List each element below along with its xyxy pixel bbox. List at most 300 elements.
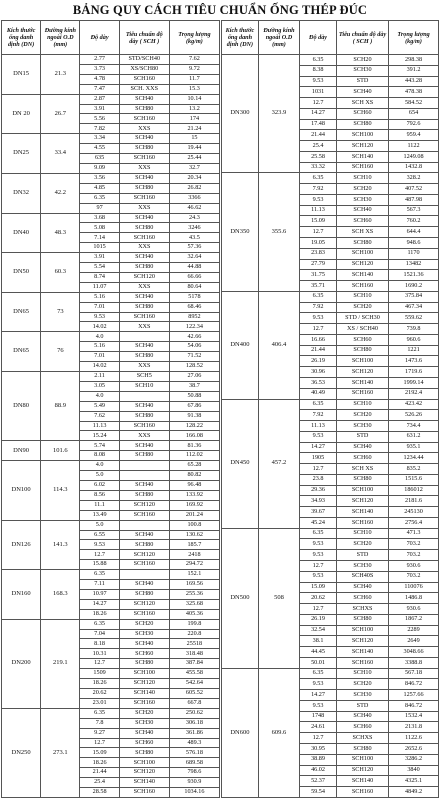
cell-sch: SCH60	[336, 722, 388, 733]
cell-weight: 1521.36	[389, 270, 439, 281]
cell-sch: SCH10	[336, 291, 388, 302]
cell-weight: 2649	[389, 636, 439, 647]
cell-sch: SCH40	[119, 639, 169, 649]
cell-weight: 2131.8	[389, 722, 439, 733]
table-row	[222, 528, 439, 539]
cell-weight: 605.52	[169, 689, 219, 699]
cell-thickness: 5.0	[80, 471, 119, 481]
cell-weight: 1257.66	[389, 690, 439, 701]
cell-weight: 930.6	[389, 560, 439, 571]
cell-thickness: 15.09	[80, 748, 119, 758]
cell-weight: 423.42	[389, 399, 439, 410]
cell-thickness: 3.56	[80, 173, 119, 183]
cell-thickness: 7.04	[80, 629, 119, 639]
cell-dn: DN40	[2, 213, 41, 253]
cell-thickness: 18.26	[80, 758, 119, 768]
cell-thickness: 5.16	[80, 342, 119, 352]
cell-weight: 4849.2	[389, 787, 439, 798]
cell-weight: 245130	[389, 507, 439, 518]
cell-dn: DN600	[222, 668, 259, 797]
cell-od: 114.3	[41, 461, 80, 520]
cell-sch: SCH XS	[336, 227, 388, 238]
cell-sch: SCH100	[336, 248, 388, 259]
header-od: Đường kính ngoài O.D (mm)	[258, 21, 299, 55]
cell-thickness: 18.26	[80, 609, 119, 619]
cell-thickness: 25.4	[80, 778, 119, 788]
cell-weight: 4325.1	[389, 776, 439, 787]
cell-thickness: 6.35	[300, 668, 337, 679]
cell-weight: 2181.6	[389, 496, 439, 507]
cell-weight: 835.2	[389, 464, 439, 475]
table-row	[2, 94, 220, 104]
cell-weight: 96.48	[169, 480, 219, 490]
cell-sch: SCH20	[336, 679, 388, 690]
cell-thickness: 8.18	[80, 639, 119, 649]
cell-sch: XXS	[119, 163, 169, 173]
cell-thickness: 21.44	[80, 768, 119, 778]
table-row	[222, 291, 439, 302]
cell-thickness: 11.13	[80, 421, 119, 431]
cell-weight: 46.62	[169, 203, 219, 213]
cell-sch: SCH. XXS	[119, 84, 169, 94]
header-weight: Trọng lượng (kg/m)	[169, 21, 219, 55]
cell-sch: SCH160	[336, 787, 388, 798]
cell-thickness: 46.02	[300, 765, 337, 776]
cell-weight: 935.1	[389, 442, 439, 453]
cell-weight: 361.86	[169, 728, 219, 738]
cell-thickness: 8.56	[80, 490, 119, 500]
cell-thickness: 26.19	[300, 614, 337, 625]
cell-weight: 80.64	[169, 282, 219, 292]
cell-thickness: 15.24	[80, 431, 119, 441]
cell-thickness: 8.38	[300, 65, 337, 76]
cell-sch: STD	[336, 550, 388, 561]
cell-thickness: 12.7	[300, 733, 337, 744]
cell-weight: 760.2	[389, 216, 439, 227]
cell-sch: SCH80	[119, 144, 169, 154]
cell-thickness: 9.53	[80, 540, 119, 550]
table-row	[2, 520, 220, 530]
cell-sch: SCH80	[119, 490, 169, 500]
cell-thickness: 30.96	[300, 367, 337, 378]
cell-od: 42.2	[41, 173, 80, 213]
cell-weight: 1170	[389, 248, 439, 259]
cell-weight: 68.46	[169, 302, 219, 312]
cell-thickness: 52.37	[300, 776, 337, 787]
cell-dn: DN90	[2, 441, 41, 461]
cell-weight: 318.48	[169, 649, 219, 659]
cell-sch: SCH160	[119, 193, 169, 203]
cell-thickness: 9.53	[300, 679, 337, 690]
cell-sch: STD / SCH30	[336, 313, 388, 324]
cell-thickness: 23.01	[80, 698, 119, 708]
cell-sch: XXS	[119, 431, 169, 441]
cell-sch: SCH40	[119, 253, 169, 263]
cell-sch: SCH60	[336, 453, 388, 464]
cell-thickness: 14.27	[300, 108, 337, 119]
cell-dn: DN200	[2, 619, 41, 708]
cell-weight: 1867.2	[389, 614, 439, 625]
cell-thickness: 11.1	[80, 500, 119, 510]
cell-thickness: 3.68	[80, 213, 119, 223]
table-row	[2, 292, 220, 302]
table-row	[2, 461, 220, 471]
cell-dn: DN160	[2, 570, 41, 620]
cell-sch: SCH40	[119, 173, 169, 183]
cell-sch: SCH20	[336, 539, 388, 550]
cell-sch: SCH80	[336, 744, 388, 755]
cell-sch: SCH10	[336, 173, 388, 184]
cell-dn: DN50	[2, 253, 41, 293]
cell-thickness: 7.01	[80, 302, 119, 312]
cell-thickness: 9.53	[300, 431, 337, 442]
table-row	[222, 55, 439, 66]
cell-thickness: 9.53	[300, 550, 337, 561]
cell-weight: 567.18	[389, 668, 439, 679]
cell-sch: SCH40S	[336, 571, 388, 582]
cell-sch: SCH160	[119, 788, 169, 798]
cell-sch: SCH80	[119, 451, 169, 461]
cell-thickness: 45.24	[300, 517, 337, 528]
cell-dn: DN80	[2, 372, 41, 441]
cell-od: 457.2	[258, 399, 299, 528]
cell-sch: SCH100	[336, 130, 388, 141]
cell-weight: 13.2	[169, 104, 219, 114]
cell-sch: SCH40	[119, 580, 169, 590]
cell-sch: SCH20	[336, 184, 388, 195]
cell-weight: 32.7	[169, 163, 219, 173]
cell-thickness: 10.31	[80, 649, 119, 659]
cell-weight: 298.38	[389, 55, 439, 66]
cell-thickness: 12.7	[300, 98, 337, 109]
cell-weight: 487.98	[389, 194, 439, 205]
cell-thickness: 15.88	[80, 560, 119, 570]
cell-dn: DN65	[2, 292, 41, 332]
cell-sch: STD	[336, 700, 388, 711]
cell-sch: SCH40	[336, 87, 388, 98]
cell-thickness: 6.02	[80, 480, 119, 490]
cell-sch: SCH80	[119, 748, 169, 758]
cell-weight: 15	[169, 134, 219, 144]
cell-sch: SCH60	[119, 738, 169, 748]
cell-weight: 19.44	[169, 144, 219, 154]
cell-sch: SCHXS	[336, 604, 388, 615]
table-row	[2, 708, 220, 718]
cell-sch: SCH120	[119, 768, 169, 778]
cell-sch: SCH120	[119, 679, 169, 689]
cell-sch: SCH160	[336, 388, 388, 399]
cell-sch: SCH20	[119, 708, 169, 718]
table-row	[2, 213, 220, 223]
cell-weight: 26.82	[169, 183, 219, 193]
cell-sch: XXS	[119, 322, 169, 332]
cell-sch: SCH140	[336, 647, 388, 658]
cell-weight: 792.6	[389, 119, 439, 130]
cell-weight: 798.6	[169, 768, 219, 778]
cell-weight: 57.36	[169, 243, 219, 253]
cell-thickness: 3.91	[80, 104, 119, 114]
cell-thickness: 4.0	[80, 391, 119, 401]
cell-thickness: 14.27	[300, 442, 337, 453]
cell-weight: 2418	[169, 550, 219, 560]
cell-weight: 20.34	[169, 173, 219, 183]
cell-weight: 3840	[389, 765, 439, 776]
table-row	[2, 134, 220, 144]
cell-thickness: 6.35	[80, 619, 119, 629]
cell-weight: 391.2	[389, 65, 439, 76]
cell-sch: SCH160	[119, 421, 169, 431]
cell-weight: 24.3	[169, 213, 219, 223]
cell-weight: 9.72	[169, 64, 219, 74]
cell-thickness: 26.19	[300, 356, 337, 367]
cell-weight: 44.88	[169, 263, 219, 273]
cell-weight: 489.3	[169, 738, 219, 748]
cell-sch: SCH40	[336, 711, 388, 722]
cell-sch: SCH160	[119, 698, 169, 708]
table-row	[2, 173, 220, 183]
cell-weight: 3246	[169, 223, 219, 233]
cell-sch: SCH80	[119, 183, 169, 193]
cell-sch: SCH160	[119, 114, 169, 124]
cell-sch: XXS	[119, 203, 169, 213]
cell-weight: 186012	[389, 485, 439, 496]
cell-thickness: 7.14	[80, 233, 119, 243]
cell-thickness: 59.54	[300, 787, 337, 798]
cell-thickness: 25.4	[300, 141, 337, 152]
cell-sch: SCH10	[336, 528, 388, 539]
cell-weight: 166.08	[169, 431, 219, 441]
cell-thickness: 12.7	[80, 738, 119, 748]
cell-thickness: 40.49	[300, 388, 337, 399]
cell-sch: SCH120	[336, 636, 388, 647]
cell-thickness: 7.11	[80, 580, 119, 590]
cell-thickness: 11.07	[80, 282, 119, 292]
cell-sch: SCH160	[119, 74, 169, 84]
cell-thickness: 6.35	[300, 528, 337, 539]
cell-weight: 526.26	[389, 410, 439, 421]
cell-thickness: 4.55	[80, 144, 119, 154]
cell-thickness: 4.78	[80, 74, 119, 84]
cell-dn: DN250	[2, 708, 41, 797]
cell-thickness: 19.05	[300, 238, 337, 249]
cell-weight: 130.62	[169, 530, 219, 540]
cell-weight: 471.3	[389, 528, 439, 539]
cell-sch: SCH5	[119, 372, 169, 382]
cell-weight: 13482	[389, 259, 439, 270]
cell-sch: SCH100	[336, 485, 388, 496]
cell-sch: SCH40	[336, 205, 388, 216]
cell-weight: 567.3	[389, 205, 439, 216]
cell-weight: 21.24	[169, 124, 219, 134]
cell-weight: 42.66	[169, 332, 219, 342]
cell-od: 219.1	[41, 619, 80, 708]
cell-thickness: 36.53	[300, 377, 337, 388]
cell-weight: 174	[169, 114, 219, 124]
cell-weight: 1432.8	[389, 162, 439, 173]
cell-weight: 10.14	[169, 94, 219, 104]
cell-sch: SCH80	[119, 589, 169, 599]
cell-thickness: 44.45	[300, 647, 337, 658]
cell-sch: SCH160	[336, 657, 388, 668]
cell-weight: 71.52	[169, 352, 219, 362]
cell-dn: DN400	[222, 291, 259, 399]
cell-weight: 1034.16	[169, 788, 219, 798]
cell-thickness: 23.83	[300, 248, 337, 259]
cell-sch: SCH100	[119, 758, 169, 768]
cell-weight: 328.2	[389, 173, 439, 184]
cell-sch: SCH60	[336, 216, 388, 227]
cell-weight: 255.36	[169, 589, 219, 599]
cell-sch: SCH120	[119, 500, 169, 510]
cell-thickness: 7.92	[300, 302, 337, 313]
cell-sch: SCH40	[119, 292, 169, 302]
cell-thickness: 14.02	[80, 322, 119, 332]
cell-thickness: 9.53	[300, 539, 337, 550]
cell-thickness: 25.58	[300, 151, 337, 162]
cell-thickness: 3.34	[80, 134, 119, 144]
cell-thickness: 11.13	[300, 421, 337, 432]
cell-thickness: 7.92	[300, 410, 337, 421]
cell-sch: SCH40	[336, 442, 388, 453]
cell-sch: SCH10	[119, 381, 169, 391]
cell-sch: SCH30	[336, 421, 388, 432]
cell-weight: 38.7	[169, 381, 219, 391]
cell-thickness: 5.54	[80, 263, 119, 273]
cell-sch: SCH160	[336, 281, 388, 292]
spec-table-left	[1, 20, 220, 798]
cell-sch: SCH40	[119, 213, 169, 223]
cell-od: 406.4	[258, 291, 299, 399]
cell-sch: SCH80	[119, 104, 169, 114]
cell-od: 101.6	[41, 441, 80, 461]
cell-sch	[119, 520, 169, 530]
cell-weight: 27.06	[169, 372, 219, 382]
header-thickness: Độ dày	[300, 21, 337, 55]
cell-sch: SCH30	[336, 560, 388, 571]
header-thickness: Độ dày	[80, 21, 119, 55]
cell-weight: 387.84	[169, 659, 219, 669]
cell-od: 76	[41, 332, 80, 372]
cell-sch: SCH140	[119, 689, 169, 699]
cell-thickness: 31.75	[300, 270, 337, 281]
cell-sch: SCH80	[119, 263, 169, 273]
cell-weight: 1690.2	[389, 281, 439, 292]
cell-sch: XS / SCH40	[336, 324, 388, 335]
cell-thickness: 8.74	[80, 272, 119, 282]
cell-weight: 3048.66	[389, 647, 439, 658]
cell-thickness: 13.49	[80, 510, 119, 520]
cell-weight: 1122.6	[389, 733, 439, 744]
table-header-row	[222, 21, 439, 55]
cell-thickness: 7.62	[80, 411, 119, 421]
cell-thickness: 9.53	[300, 76, 337, 87]
cell-sch: SCH120	[119, 272, 169, 282]
cell-sch: SCH80	[119, 223, 169, 233]
cell-weight: 325.68	[169, 599, 219, 609]
left-table-panel	[1, 20, 220, 798]
cell-dn: DN450	[222, 399, 259, 528]
cell-thickness: 20.62	[80, 689, 119, 699]
cell-dn: DN 20	[2, 94, 41, 134]
cell-weight: 948.6	[389, 238, 439, 249]
cell-weight: 703.2	[389, 550, 439, 561]
cell-sch: SCH60	[336, 108, 388, 119]
cell-thickness: 38.1	[300, 636, 337, 647]
cell-weight: 133.92	[169, 490, 219, 500]
cell-sch: SCH80	[119, 302, 169, 312]
cell-sch: SCH80	[119, 540, 169, 550]
cell-sch: SCH30	[336, 690, 388, 701]
cell-weight: 846.72	[389, 679, 439, 690]
cell-weight: 185.7	[169, 540, 219, 550]
cell-thickness: 12.7	[300, 464, 337, 475]
cell-thickness: 30.95	[300, 744, 337, 755]
cell-thickness: 15.09	[300, 582, 337, 593]
cell-weight: 152.1	[169, 570, 219, 580]
cell-thickness: 9.27	[80, 728, 119, 738]
cell-weight: 1719.6	[389, 367, 439, 378]
cell-od: 355.6	[258, 173, 299, 291]
cell-thickness: 12.7	[300, 227, 337, 238]
table-row	[2, 55, 220, 65]
cell-thickness: 24.61	[300, 722, 337, 733]
cell-sch: SCH60	[336, 334, 388, 345]
cell-sch: SCH120	[336, 765, 388, 776]
cell-dn: DN126	[2, 520, 41, 570]
cell-sch: SCH120	[336, 496, 388, 507]
header-sch: Tiêu chuẩn độ dày ( SCH )	[336, 21, 388, 55]
cell-thickness: 35.71	[300, 281, 337, 292]
cell-sch: SCH80	[336, 474, 388, 485]
cell-weight: 375.84	[389, 291, 439, 302]
cell-thickness: 2.77	[80, 55, 119, 65]
cell-thickness: 29.36	[300, 485, 337, 496]
table-row	[2, 332, 220, 342]
cell-sch: STD	[336, 76, 388, 87]
cell-thickness: 6.35	[300, 55, 337, 66]
cell-od: 609.6	[258, 668, 299, 797]
cell-sch: SCH80	[119, 411, 169, 421]
cell-weight: 703.2	[389, 571, 439, 582]
cell-thickness: 10.97	[80, 589, 119, 599]
cell-thickness: 21.44	[300, 130, 337, 141]
cell-weight: 654	[389, 108, 439, 119]
right-table-panel	[221, 20, 439, 798]
table-row	[2, 619, 220, 629]
cell-weight: 199.8	[169, 619, 219, 629]
cell-weight: 250.62	[169, 708, 219, 718]
cell-weight: 81.36	[169, 441, 219, 451]
cell-sch: SCH100	[119, 669, 169, 679]
cell-sch: SCH40	[119, 480, 169, 490]
cell-weight: 100.8	[169, 520, 219, 530]
cell-thickness: 11.13	[300, 205, 337, 216]
cell-weight: 3388.8	[389, 657, 439, 668]
cell-dn: DN500	[222, 528, 259, 668]
cell-sch: SCH30	[336, 65, 388, 76]
spec-table-right	[221, 20, 439, 798]
cell-weight: 11.7	[169, 74, 219, 84]
table-row	[222, 668, 439, 679]
cell-sch: XXS	[119, 243, 169, 253]
cell-thickness: 9.53	[300, 194, 337, 205]
cell-weight: 542.64	[169, 679, 219, 689]
cell-sch: SCH100	[336, 625, 388, 636]
cell-od: 73	[41, 292, 80, 332]
cell-sch: SCH140	[336, 507, 388, 518]
cell-weight: 478.38	[389, 87, 439, 98]
cell-thickness: 8.08	[80, 451, 119, 461]
